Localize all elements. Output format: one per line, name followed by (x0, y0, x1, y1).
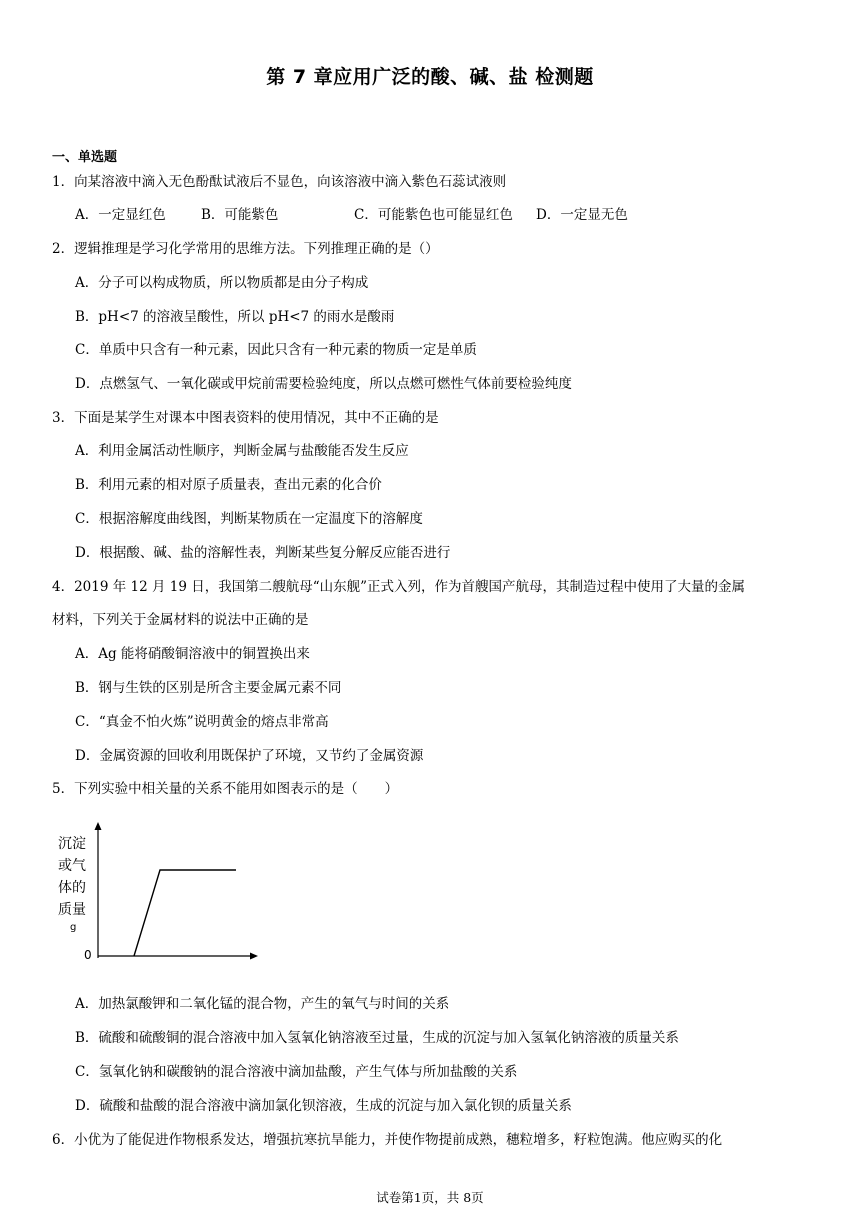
option-c: C．可能紫色也可能显红色 (354, 207, 513, 223)
question-3-option-b: B．利用元素的相对原子质量表，查出元素的化合价 (75, 477, 382, 493)
question-4-stem-line-1: 4．2019 年 12 月 19 日，我国第二艘航母“山东舰”正式入列，作为首艘国产航母，其制造过程中使用了大量的金属 (52, 579, 746, 595)
question-5-option-c: C．氢氧化钠和碳酸钠的混合溶液中滴加盐酸，产生气体与所加盐酸的关系 (75, 1064, 518, 1080)
question-4-option-c: C．“真金不怕火炼”说明黄金的熔点非常高 (75, 714, 329, 730)
graph-x-axis-arrow (250, 953, 258, 960)
graph-ylabel-unit: g (70, 922, 77, 933)
option-b: B．可能紫色 (201, 207, 279, 223)
question-5-option-a: A．加热氯酸钾和二氧化锰的混合物，产生的氧气与时间的关系 (75, 996, 450, 1012)
question-5-option-d: D．硫酸和盐酸的混合溶液中滴加氯化钡溶液，生成的沉淀与加入氯化钡的质量关系 (75, 1098, 572, 1114)
question-1-stem: 1．向某溶液中滴入无色酚酞试液后不显色，向该溶液中滴入紫色石蕊试液则 (52, 174, 507, 190)
graph-ylabel-line-1: 沉淀 (58, 836, 86, 852)
question-4-option-d: D．金属资源的回收利用既保护了环境，又节约了金属资源 (75, 748, 424, 764)
question-3-option-c: C．根据溶解度曲线图，判断某物质在一定温度下的溶解度 (75, 511, 423, 527)
question-2-option-a: A．分子可以构成物质，所以物质都是由分子构成 (75, 275, 369, 291)
question-4-stem-line-2: 材料，下列关于金属材料的说法中正确的是 (52, 612, 309, 628)
option-a: A．一定显红色 (75, 207, 166, 223)
question-5-stem: 5．下列实验中相关量的关系不能用如图表示的是（ ） (52, 781, 399, 797)
graph-origin-label: 0 (84, 948, 92, 962)
question-5-option-b: B．硫酸和硫酸铜的混合溶液中加入氢氧化钠溶液至过量，生成的沉淀与加入氢氧化钠溶液的质量关系 (75, 1030, 679, 1046)
question-2-option-b: B．pH<7 的溶液呈酸性，所以 pH<7 的雨水是酸雨 (75, 309, 395, 325)
question-3-option-d: D．根据酸、碱、盐的溶解性表，判断某些复分解反应能否进行 (75, 545, 451, 561)
page-title: 第 7 章应用广泛的酸、碱、盐 检测题 (266, 66, 594, 88)
graph-ylabel-line-4: 质量 (58, 902, 86, 918)
question-2-option-d: D．点燃氢气、一氧化碳或甲烷前需要检验纯度，所以点燃可燃性气体前要检验纯度 (75, 376, 572, 392)
question-2-stem: 2．逻辑推理是学习化学常用的思维方法。下列推理正确的是（） (52, 241, 439, 257)
graph-curve (134, 870, 236, 956)
page-footer: 试卷第1页，共 8页 (376, 1190, 484, 1205)
question-4-option-a: A．Ag 能将硝酸铜溶液中的铜置换出来 (75, 646, 310, 662)
question-5-graph (54, 818, 264, 968)
graph-y-axis-arrow (95, 822, 102, 830)
question-6-stem: 6．小优为了能促进作物根系发达，增强抗寒抗旱能力，并使作物提前成熟，穗粒增多，籽粒饱满。他应购买的化 (52, 1132, 723, 1148)
question-2-option-c: C．单质中只含有一种元素，因此只含有一种元素的物质一定是单质 (75, 342, 477, 358)
section-heading: 一、单选题 (52, 150, 118, 165)
question-3-stem: 3．下面是某学生对课本中图表资料的使用情况，其中不正确的是 (52, 410, 439, 426)
question-4-option-b: B．钢与生铁的区别是所含主要金属元素不同 (75, 680, 342, 696)
option-d: D．一定显无色 (536, 207, 628, 223)
question-3-option-a: A．利用金属活动性顺序，判断金属与盐酸能否发生反应 (75, 443, 409, 459)
graph-ylabel-line-2: 或气 (58, 858, 86, 874)
graph-ylabel-line-3: 体的 (58, 880, 86, 896)
